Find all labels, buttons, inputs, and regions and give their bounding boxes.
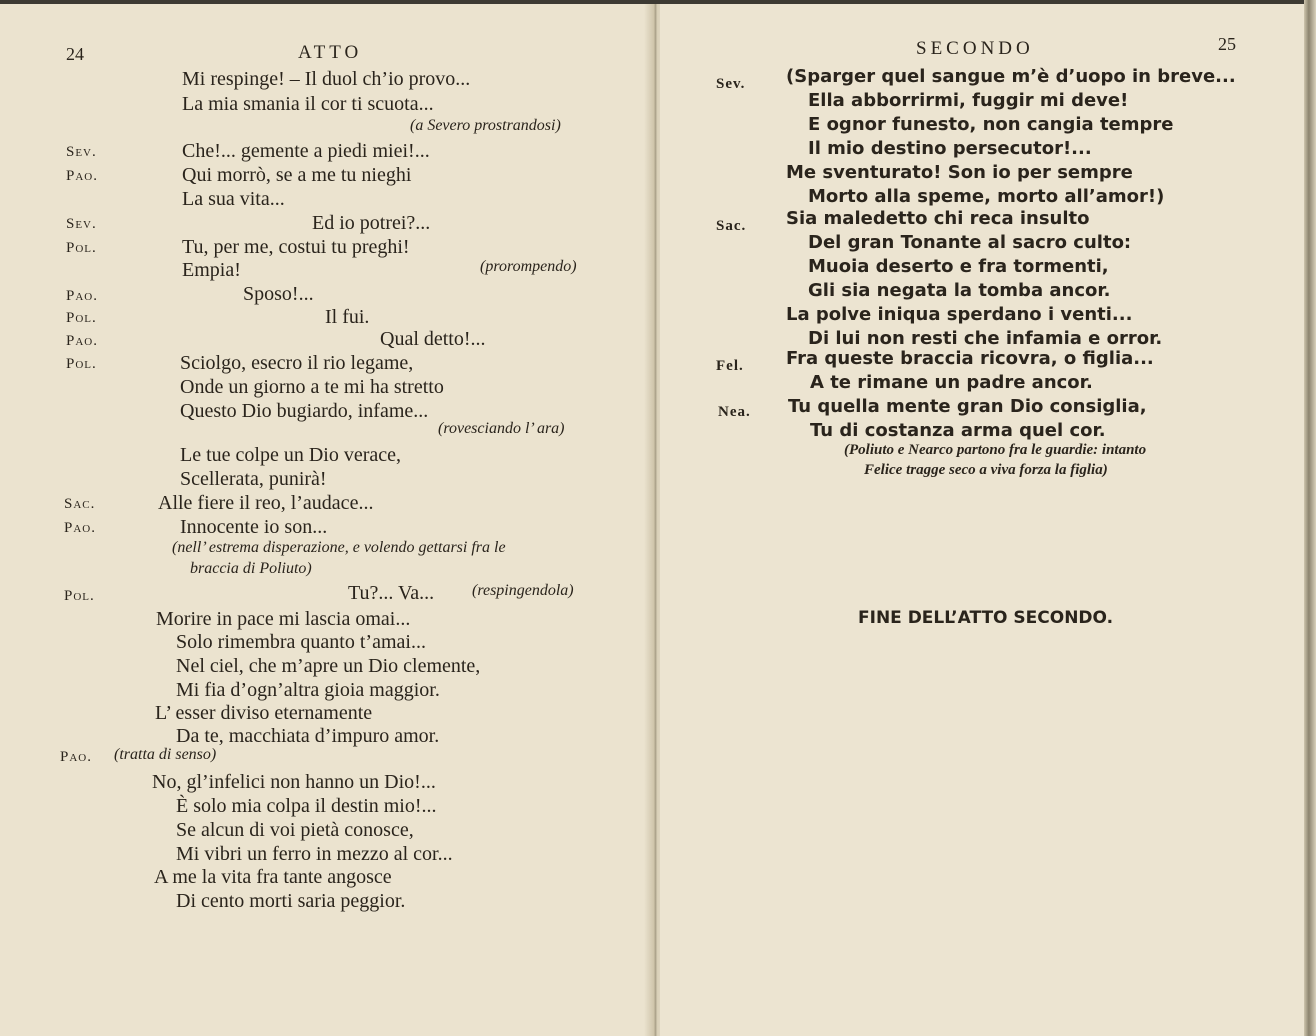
- verse-line: Empia!: [182, 259, 241, 281]
- verse-line: Le tue colpe un Dio verace,: [180, 444, 402, 466]
- speaker-label: Pol.: [66, 310, 97, 326]
- speaker-label: Fel.: [716, 358, 744, 374]
- speaker-label: Pao.: [66, 288, 98, 304]
- verse-line: Fra queste braccia ricovra, o figlia...: [786, 348, 1154, 369]
- verse-line: Del gran Tonante al sacro culto:: [808, 232, 1132, 253]
- verse-line: E ognor funesto, non cangia tempre: [808, 114, 1174, 135]
- verse-line: Tu, per me, costui tu preghi!: [182, 236, 410, 258]
- speaker-label: Pol.: [66, 356, 97, 372]
- speaker-label: Sac.: [64, 496, 96, 512]
- verse-line: Mi fia d’ogn’altra gioia maggior.: [176, 679, 440, 701]
- verse-line: Sciolgo, esecro il rio legame,: [180, 352, 414, 374]
- verse-line: Mi vibri un ferro in mezzo al cor...: [176, 843, 453, 865]
- verse-line: Innocente io son...: [180, 516, 328, 538]
- verse-line: Tu?... Va...: [348, 582, 435, 604]
- verse-line: Che!... gemente a piedi miei!...: [182, 140, 430, 162]
- stage-direction: (tratta di senso): [114, 746, 217, 763]
- verse-line: A te rimane un padre ancor.: [810, 372, 1093, 393]
- verse-line: Tu di costanza arma quel cor.: [810, 420, 1106, 441]
- verse-line: No, gl’infelici non hanno un Dio!...: [152, 771, 436, 793]
- verse-line: Sposo!...: [243, 283, 314, 305]
- stage-direction: Felice tragge seco a viva forza la figlia): [864, 462, 1108, 478]
- verse-line: Morire in pace mi lascia omai...: [156, 608, 411, 630]
- verse-line: Morto alla speme, morto all’amor!): [808, 186, 1165, 207]
- verse-line: Ed io potrei?...: [312, 212, 431, 234]
- verse-line: Scellerata, punirà!: [180, 468, 327, 490]
- page-number-left: 24: [66, 44, 84, 64]
- verse-line: La mia smania il cor ti scuota...: [182, 93, 434, 115]
- verse-line: Qui morrò, se a me tu nieghi: [182, 164, 412, 186]
- verse-line: È solo mia colpa il destin mio!...: [176, 795, 437, 817]
- verse-line: Gli sia negata la tomba ancor.: [808, 280, 1111, 301]
- stage-direction: (prorompendo): [480, 258, 577, 275]
- end-of-act-note: FINE DELL’ATTO SECONDO.: [858, 608, 1114, 628]
- verse-line: L’ esser diviso eternamente: [155, 702, 373, 724]
- stage-direction: (nell’ estrema disperazione, e volendo gettarsi fra le: [172, 539, 506, 556]
- verse-line: Questo Dio bugiardo, infame...: [180, 400, 429, 422]
- speaker-label: Pao.: [66, 168, 98, 184]
- verse-line: Da te, macchiata d’impuro amor.: [176, 725, 440, 747]
- speaker-label: Sev.: [66, 216, 97, 232]
- running-head-left: ATTO: [298, 42, 363, 63]
- verse-line: Nel ciel, che m’apre un Dio clemente,: [176, 655, 481, 677]
- right-page: [660, 4, 1306, 1036]
- verse-line: Solo rimembra quanto t’amai...: [176, 631, 426, 653]
- speaker-label: Pao.: [60, 749, 92, 765]
- verse-line: Muoia deserto e fra tormenti,: [808, 256, 1109, 277]
- verse-line: Onde un giorno a te mi ha stretto: [180, 376, 444, 398]
- verse-line: Se alcun di voi pietà conosce,: [176, 819, 414, 841]
- verse-line: Tu quella mente gran Dio consiglia,: [788, 396, 1147, 417]
- stage-direction: (respingendola): [472, 582, 574, 599]
- verse-line: Ella abborrirmi, fuggir mi deve!: [808, 90, 1129, 111]
- speaker-label: Pol.: [64, 588, 95, 604]
- verse-line: Mi respinge! – Il duol ch’io provo...: [182, 68, 471, 90]
- verse-line: Qual detto!...: [380, 328, 486, 350]
- speaker-label: Sev.: [66, 144, 97, 160]
- verse-line: (Sparger quel sangue m’è d’uopo in breve...: [786, 66, 1236, 87]
- speaker-label: Pao.: [66, 333, 98, 349]
- speaker-label: Pao.: [64, 520, 96, 536]
- running-head-right: SECONDO: [916, 38, 1034, 59]
- stage-direction: (rovesciando l’ ara): [438, 420, 565, 437]
- verse-line: Sia maledetto chi reca insulto: [786, 208, 1090, 229]
- left-page: [0, 4, 657, 1036]
- speaker-label: Nea.: [718, 404, 751, 420]
- stage-direction: braccia di Poliuto): [190, 560, 312, 577]
- verse-line: Il fui.: [325, 306, 370, 328]
- verse-line: Di cento morti saria peggior.: [176, 890, 406, 912]
- verse-line: Di lui non resti che infamia e orror.: [808, 328, 1163, 349]
- verse-line: La polve iniqua sperdano i venti...: [786, 304, 1133, 325]
- page-number-right: 25: [1218, 34, 1236, 54]
- verse-line: Il mio destino persecutor!...: [808, 138, 1092, 159]
- verse-line: Alle fiere il reo, l’audace...: [158, 492, 374, 514]
- stage-direction: (a Severo prostrandosi): [410, 117, 561, 134]
- speaker-label: Pol.: [66, 240, 97, 256]
- verse-line: Me sventurato! Son io per sempre: [786, 162, 1133, 183]
- page-edge: [1304, 0, 1316, 1036]
- speaker-label: Sev.: [716, 76, 746, 92]
- stage-direction: (Poliuto e Nearco partono fra le guardie: intanto: [844, 442, 1147, 458]
- verse-line: A me la vita fra tante angosce: [154, 866, 392, 888]
- speaker-label: Sac.: [716, 218, 747, 234]
- verse-line: La sua vita...: [182, 188, 285, 210]
